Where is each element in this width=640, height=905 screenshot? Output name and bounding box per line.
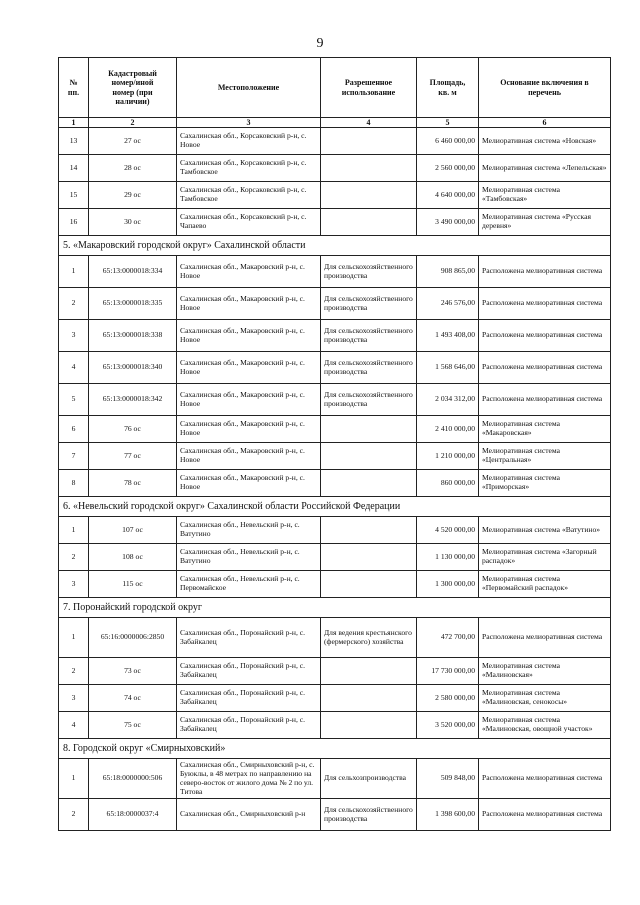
cadastral-number-cell: 107 ос — [89, 517, 177, 544]
cadastral-number-cell: 65:13:0000018:340 — [89, 352, 177, 384]
table-row — [59, 544, 611, 571]
area-cell: 2 580 000,00 — [417, 685, 479, 712]
row-number-cell: 1 — [59, 618, 89, 658]
table-row — [59, 685, 611, 712]
section-title: 6. «Невельский городской округ» Сахалинской области Российской Федерации — [59, 497, 611, 517]
area-cell: 1 568 646,00 — [417, 352, 479, 384]
location-cell: Сахалинская обл., Макаровский р-н, с. Новое — [177, 384, 321, 416]
column-index: 1 — [59, 118, 89, 128]
permitted-use-cell: Для сельскохозяйственного производства — [321, 352, 417, 384]
area-cell: 246 576,00 — [417, 288, 479, 320]
permitted-use-cell: Для сельскохозяйственного производства — [321, 256, 417, 288]
basis-cell: Мелиоративная система «Малиновская» — [479, 658, 611, 685]
permitted-use-cell — [321, 443, 417, 470]
row-number-cell: 16 — [59, 209, 89, 236]
cadastral-number-cell: 108 ос — [89, 544, 177, 571]
location-cell: Сахалинская обл., Невельский р-н, с. Первомайское — [177, 571, 321, 598]
permitted-use-cell — [321, 544, 417, 571]
basis-cell: Мелиоративная система «Тамбовская» — [479, 182, 611, 209]
cadastral-number-cell: 73 ос — [89, 658, 177, 685]
row-number-cell: 2 — [59, 288, 89, 320]
cadastral-number-cell: 30 ос — [89, 209, 177, 236]
cadastral-number-cell: 65:13:0000018:334 — [89, 256, 177, 288]
header-location: Местоположение — [177, 58, 321, 118]
row-number-cell: 1 — [59, 759, 89, 799]
cadastral-number-cell: 65:18:0000000:506 — [89, 759, 177, 799]
basis-cell: Расположена мелиоративная система — [479, 759, 611, 799]
permitted-use-cell — [321, 209, 417, 236]
table-row — [59, 470, 611, 497]
location-cell: Сахалинская обл., Поронайский р-н, с. Забайкалец — [177, 712, 321, 739]
section-heading — [59, 497, 611, 517]
location-cell: Сахалинская обл., Макаровский р-н, с. Новое — [177, 320, 321, 352]
section-title: 7. Поронайский городской округ — [59, 598, 611, 618]
column-index: 4 — [321, 118, 417, 128]
cadastral-number-cell: 78 ос — [89, 470, 177, 497]
basis-cell: Расположена мелиоративная система — [479, 799, 611, 831]
table-row — [59, 571, 611, 598]
area-cell: 472 700,00 — [417, 618, 479, 658]
cadastral-number-cell: 77 ос — [89, 443, 177, 470]
row-number-cell: 8 — [59, 470, 89, 497]
area-cell: 3 520 000,00 — [417, 712, 479, 739]
basis-cell: Расположена мелиоративная система — [479, 256, 611, 288]
table-row — [59, 759, 611, 799]
column-index: 2 — [89, 118, 177, 128]
area-cell: 908 865,00 — [417, 256, 479, 288]
location-cell: Сахалинская обл., Макаровский р-н, с. Новое — [177, 470, 321, 497]
basis-cell: Расположена мелиоративная система — [479, 320, 611, 352]
row-number-cell: 14 — [59, 155, 89, 182]
location-cell: Сахалинская обл., Макаровский р-н, с. Новое — [177, 352, 321, 384]
location-cell: Сахалинская обл., Смирныховский р-н — [177, 799, 321, 831]
column-index: 6 — [479, 118, 611, 128]
location-cell: Сахалинская обл., Макаровский р-н, с. Новое — [177, 443, 321, 470]
location-cell: Сахалинская обл., Корсаковский р-н, с. Новое — [177, 128, 321, 155]
table-row — [59, 799, 611, 831]
row-number-cell: 13 — [59, 128, 89, 155]
location-cell: Сахалинская обл., Смирныховский р-н, с. Буюклы, в 48 метрах по направлению на северо-восток от жилого дома № 2 по ул. Титова — [177, 759, 321, 799]
area-cell: 4 520 000,00 — [417, 517, 479, 544]
table-row — [59, 155, 611, 182]
section-heading — [59, 236, 611, 256]
section-title: 8. Городской округ «Смирныховский» — [59, 739, 611, 759]
permitted-use-cell — [321, 712, 417, 739]
row-number-cell: 3 — [59, 571, 89, 598]
column-index-row — [59, 118, 611, 128]
basis-cell: Расположена мелиоративная система — [479, 352, 611, 384]
cadastral-number-cell: 115 ос — [89, 571, 177, 598]
row-number-cell: 15 — [59, 182, 89, 209]
row-number-cell: 3 — [59, 320, 89, 352]
permitted-use-cell: Для сельскохозяйственного производства — [321, 799, 417, 831]
permitted-use-cell: Для сельскохозяйственного производства — [321, 288, 417, 320]
section-title: 5. «Макаровский городской округ» Сахалинской области — [59, 236, 611, 256]
cadastral-number-cell: 65:18:0000037:4 — [89, 799, 177, 831]
row-number-cell: 2 — [59, 658, 89, 685]
area-cell: 1 493 408,00 — [417, 320, 479, 352]
location-cell: Сахалинская обл., Поронайский р-н, с. Забайкалец — [177, 658, 321, 685]
row-number-cell: 4 — [59, 352, 89, 384]
permitted-use-cell — [321, 416, 417, 443]
permitted-use-cell — [321, 517, 417, 544]
location-cell: Сахалинская обл., Корсаковский р-н, с. Чапаево — [177, 209, 321, 236]
table-row — [59, 209, 611, 236]
table-row — [59, 416, 611, 443]
area-cell: 1 300 000,00 — [417, 571, 479, 598]
basis-cell: Мелиоративная система «Макаровская» — [479, 416, 611, 443]
location-cell: Сахалинская обл., Макаровский р-н, с. Новое — [177, 256, 321, 288]
basis-cell: Расположена мелиоративная система — [479, 618, 611, 658]
cadastral-number-cell: 29 ос — [89, 182, 177, 209]
column-index: 3 — [177, 118, 321, 128]
cadastral-number-cell: 65:13:0000018:338 — [89, 320, 177, 352]
cadastral-number-cell: 76 ос — [89, 416, 177, 443]
table-row — [59, 128, 611, 155]
row-number-cell: 4 — [59, 712, 89, 739]
table-row — [59, 618, 611, 658]
section-heading — [59, 739, 611, 759]
area-cell: 3 490 000,00 — [417, 209, 479, 236]
table-row — [59, 658, 611, 685]
cadastral-number-cell: 74 ос — [89, 685, 177, 712]
column-index: 5 — [417, 118, 479, 128]
location-cell: Сахалинская обл., Корсаковский р-н, с. Тамбовское — [177, 182, 321, 209]
row-number-cell: 5 — [59, 384, 89, 416]
location-cell: Сахалинская обл., Макаровский р-н, с. Новое — [177, 288, 321, 320]
row-number-cell: 1 — [59, 517, 89, 544]
basis-cell: Мелиоративная система «Приморская» — [479, 470, 611, 497]
permitted-use-cell — [321, 155, 417, 182]
location-cell: Сахалинская обл., Поронайский р-н, с. Забайкалец — [177, 685, 321, 712]
basis-cell: Мелиоративная система «Первомайский распадок» — [479, 571, 611, 598]
permitted-use-cell — [321, 658, 417, 685]
land-register-table — [58, 57, 611, 831]
basis-cell: Мелиоративная система «Загорный распадок» — [479, 544, 611, 571]
area-cell: 1 130 000,00 — [417, 544, 479, 571]
header-row — [59, 58, 611, 118]
location-cell: Сахалинская обл., Невельский р-н, с. Ватутино — [177, 544, 321, 571]
cadastral-number-cell: 75 ос — [89, 712, 177, 739]
section-heading — [59, 598, 611, 618]
permitted-use-cell: Для сельхозпроизводства — [321, 759, 417, 799]
area-cell: 509 848,00 — [417, 759, 479, 799]
row-number-cell: 3 — [59, 685, 89, 712]
area-cell: 1 210 000,00 — [417, 443, 479, 470]
table-row — [59, 712, 611, 739]
header-cadastral-number: Кадастровый номер/иной номер (при наличии) — [89, 58, 177, 118]
permitted-use-cell — [321, 128, 417, 155]
table-row — [59, 182, 611, 209]
permitted-use-cell — [321, 470, 417, 497]
basis-cell: Мелиоративная система «Малиновская, сенокосы» — [479, 685, 611, 712]
page-number: 9 — [316, 36, 324, 51]
row-number-cell: 7 — [59, 443, 89, 470]
row-number-cell: 6 — [59, 416, 89, 443]
table-row — [59, 256, 611, 288]
area-cell: 2 410 000,00 — [417, 416, 479, 443]
cadastral-number-cell: 28 ос — [89, 155, 177, 182]
cadastral-number-cell: 27 ос — [89, 128, 177, 155]
header-basis: Основание включения в перечень — [479, 58, 611, 118]
basis-cell: Мелиоративная система «Малиновская, овощной участок» — [479, 712, 611, 739]
header-number: № пп. — [59, 58, 89, 118]
location-cell: Сахалинская обл., Поронайский р-н, с. Забайкалец — [177, 618, 321, 658]
location-cell: Сахалинская обл., Невельский р-н, с. Ватутино — [177, 517, 321, 544]
area-cell: 2 560 000,00 — [417, 155, 479, 182]
basis-cell: Мелиоративная система «Лепельская» — [479, 155, 611, 182]
area-cell: 2 034 312,00 — [417, 384, 479, 416]
area-cell: 17 730 000,00 — [417, 658, 479, 685]
row-number-cell: 2 — [59, 799, 89, 831]
basis-cell: Мелиоративная система «Ватутино» — [479, 517, 611, 544]
table-row — [59, 517, 611, 544]
permitted-use-cell — [321, 685, 417, 712]
location-cell: Сахалинская обл., Корсаковский р-н, с. Тамбовское — [177, 155, 321, 182]
area-cell: 4 640 000,00 — [417, 182, 479, 209]
basis-cell: Мелиоративная система «Русская деревня» — [479, 209, 611, 236]
area-cell: 6 460 000,00 — [417, 128, 479, 155]
permitted-use-cell: Для ведения крестьянского (фермерского) хозяйства — [321, 618, 417, 658]
row-number-cell: 2 — [59, 544, 89, 571]
permitted-use-cell: Для сельскохозяйственного производства — [321, 320, 417, 352]
area-cell: 860 000,00 — [417, 470, 479, 497]
basis-cell: Мелиоративная система «Центральная» — [479, 443, 611, 470]
cadastral-number-cell: 65:13:0000018:335 — [89, 288, 177, 320]
basis-cell: Расположена мелиоративная система — [479, 384, 611, 416]
location-cell: Сахалинская обл., Макаровский р-н, с. Новое — [177, 416, 321, 443]
permitted-use-cell: Для сельскохозяйственного производства — [321, 384, 417, 416]
table-row — [59, 352, 611, 384]
cadastral-number-cell: 65:16:0000006:2850 — [89, 618, 177, 658]
table-row — [59, 288, 611, 320]
permitted-use-cell — [321, 571, 417, 598]
header-area: Площадь, кв. м — [417, 58, 479, 118]
basis-cell: Мелиоративная система «Новская» — [479, 128, 611, 155]
row-number-cell: 1 — [59, 256, 89, 288]
basis-cell: Расположена мелиоративная система — [479, 288, 611, 320]
table-row — [59, 443, 611, 470]
table-row — [59, 384, 611, 416]
cadastral-number-cell: 65:13:0000018:342 — [89, 384, 177, 416]
header-permitted-use: Разрешенное использование — [321, 58, 417, 118]
permitted-use-cell — [321, 182, 417, 209]
area-cell: 1 398 600,00 — [417, 799, 479, 831]
table-row — [59, 320, 611, 352]
